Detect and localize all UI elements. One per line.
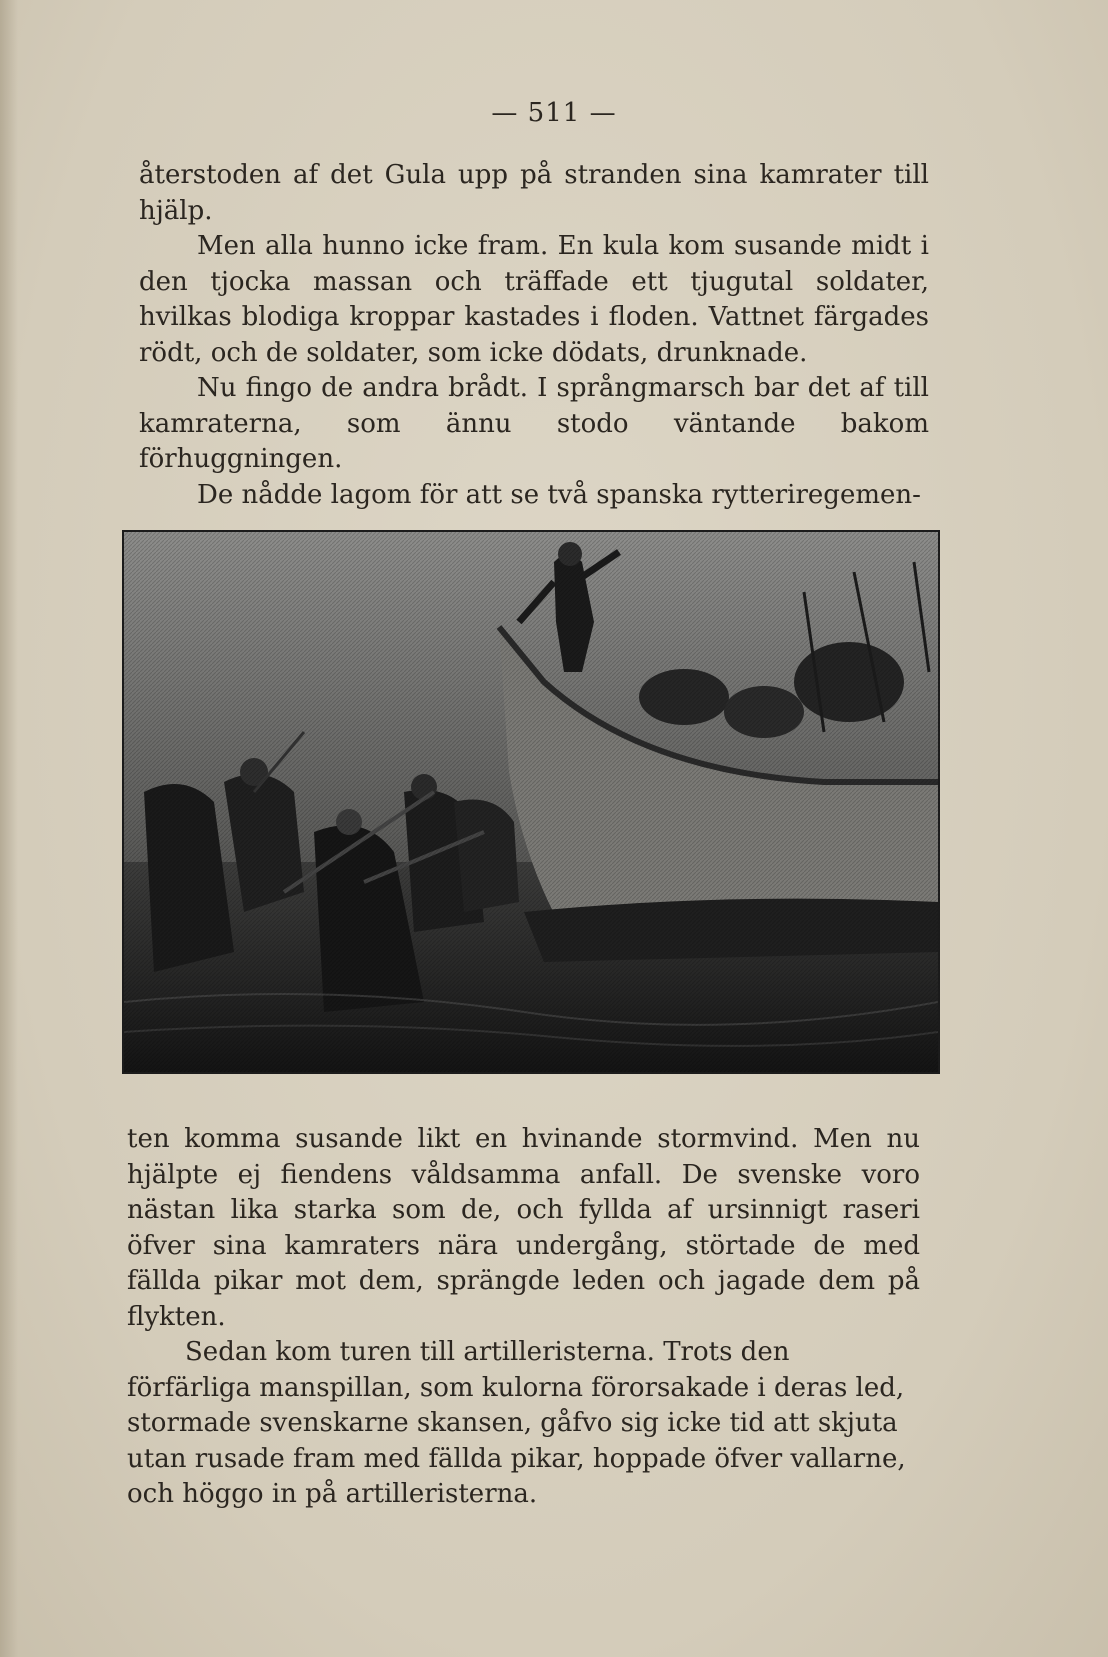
paragraph: De nådde lagom för att se två spanska rytteriregemen- <box>197 479 921 510</box>
engraving-illustration <box>122 530 940 1074</box>
page-number: — 511 — <box>491 98 617 128</box>
paragraph-continuation: återstoden af det Gula upp på stranden sina kamrater till hjälp. <box>139 160 929 226</box>
paragraph: Men alla hunno icke fram. En kula kom susande midt i den tjocka massan och träffade ett tjugutal soldater, hvilkas blodiga kroppar kastades i floden. Vattnet färgades rödt, och de soldater, som icke dödats, drunknade. <box>139 231 929 368</box>
page-edge-shadow <box>0 0 18 1657</box>
paragraph-continuation: ten komma susande likt en hvinande stormvind. Men nu hjälpte ej fiendens våldsamma anfall. De svenske voro nästan lika starka som de, och fyllda af ursinnigt raseri öfver sina kamraters nära undergång, störtade de med fällda pikar mot dem, sprängde leden och jagade dem på flykten. <box>127 1124 920 1332</box>
bottom-text-block <box>127 1122 920 1513</box>
top-text-block <box>139 158 929 513</box>
boat-soldiers-engraving <box>124 532 938 1072</box>
paragraph: Nu fingo de andra brådt. I språngmarsch bar det af till kamraterna, som ännu stodo väntande bakom förhuggningen. <box>139 373 929 474</box>
paragraph: Sedan kom turen till artilleristerna. Trots den förfärliga manspillan, som kulorna förorsakade i deras led, stormade svenskarne skansen, gåfvo sig icke tid att skjuta utan rusade fram med fällda pikar, hoppade öfver vallarne, och höggo in på artilleristerna. <box>127 1337 906 1509</box>
